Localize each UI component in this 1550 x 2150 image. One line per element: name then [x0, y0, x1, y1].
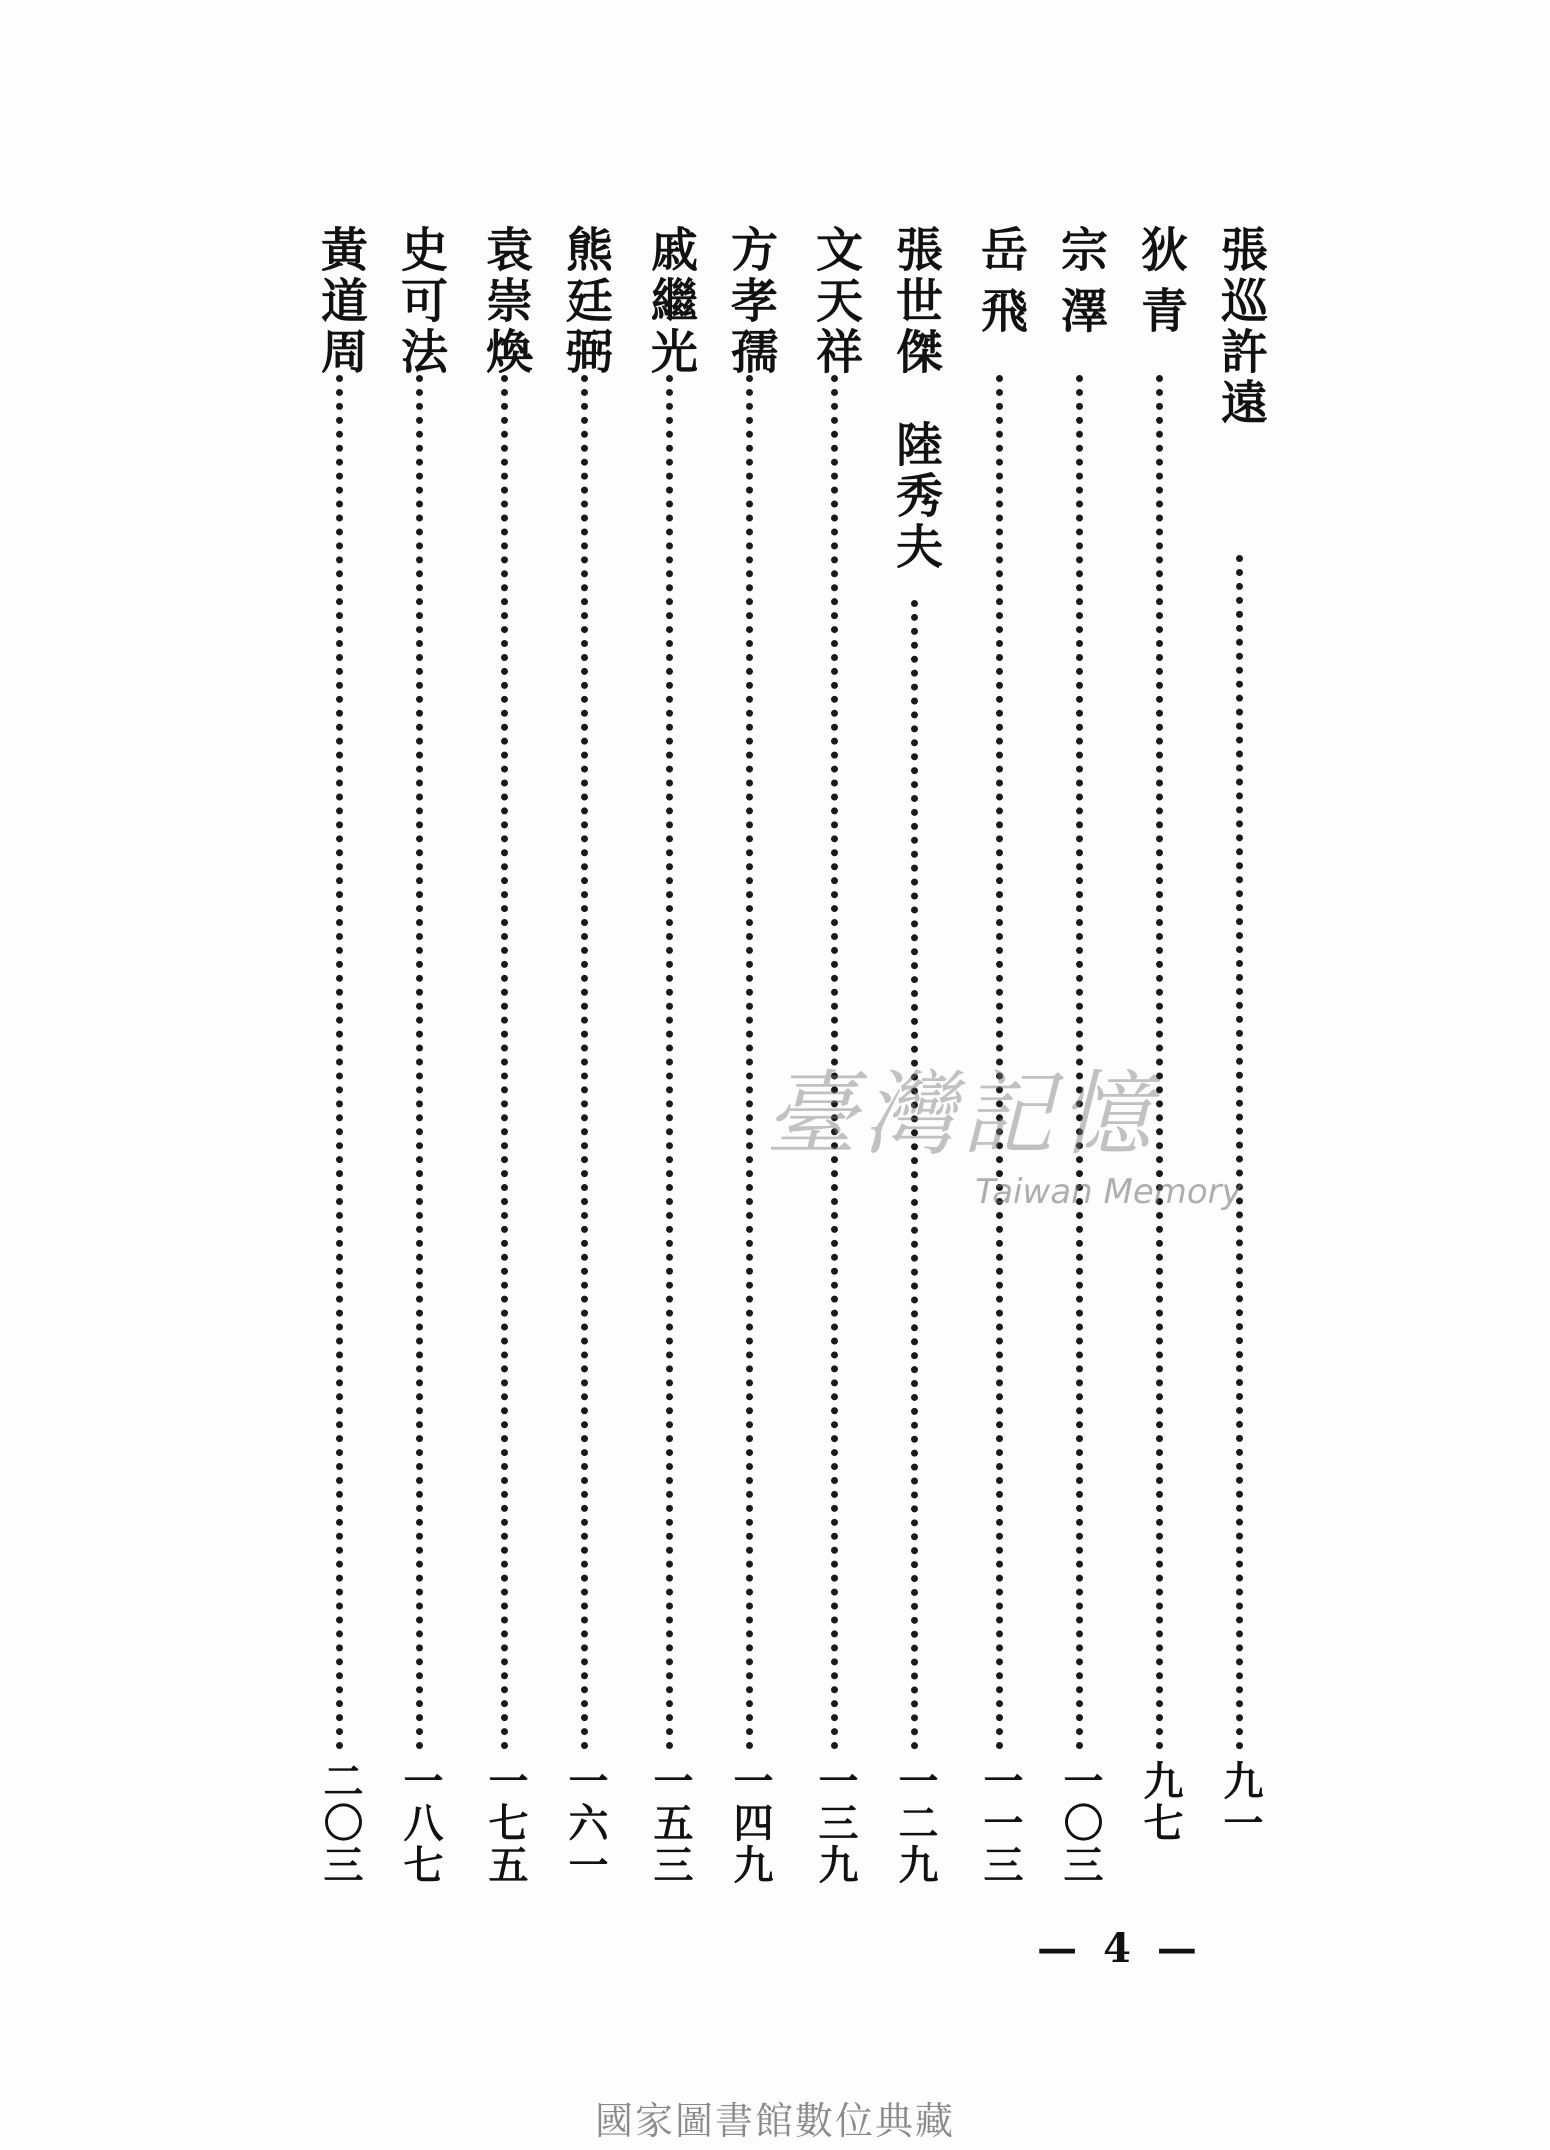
toc-entry-name: 方孝孺 — [723, 225, 778, 378]
toc-entry — [1210, 225, 1270, 1915]
toc-entry-page: 一五三 — [647, 1760, 694, 1886]
toc-entry-name: 岳飛 — [973, 225, 1028, 347]
toc-entry — [885, 225, 945, 1915]
toc-entry-subname: 陸秀夫 — [888, 420, 943, 573]
leader-dots — [501, 375, 516, 1750]
toc-entry-page: 一七五 — [482, 1760, 529, 1886]
leader-dots — [416, 375, 431, 1750]
toc-entry-page: 二〇三 — [317, 1760, 364, 1886]
toc-entry-page: 一三九 — [812, 1760, 859, 1886]
watermark-chinese: 臺灣記憶 — [765, 1061, 1158, 1168]
toc-entry-page: 九七 — [1137, 1760, 1184, 1844]
leader-dots — [666, 375, 681, 1750]
leader-dots — [1076, 375, 1091, 1750]
leader-dots — [1236, 555, 1251, 1750]
toc-entry-page: 一六一 — [562, 1760, 609, 1886]
toc-entry — [555, 225, 615, 1915]
leader-dots — [911, 600, 926, 1750]
toc-entry-name: 史可法 — [393, 225, 448, 378]
toc-entry-page: 九一 — [1217, 1760, 1264, 1844]
toc-entry-page: 一二九 — [892, 1760, 939, 1886]
toc-entry — [390, 225, 450, 1915]
toc-entry — [310, 225, 370, 1915]
footer-credit: 國家圖書館數位典藏 — [594, 2099, 955, 2143]
toc-entry — [805, 225, 865, 1915]
toc-entry-name: 黃道周 — [313, 225, 368, 378]
toc-entry — [1130, 225, 1190, 1915]
toc-entry-page: 一八七 — [397, 1760, 444, 1886]
toc-entry — [720, 225, 780, 1915]
leader-dots — [336, 375, 351, 1750]
toc-entry — [970, 225, 1030, 1915]
leader-dots — [1156, 375, 1171, 1750]
toc-entry — [475, 225, 535, 1915]
toc-entry-name: 文天祥 — [808, 225, 863, 378]
toc-entry-name: 熊廷弼 — [558, 225, 613, 378]
toc-entry-page: 一〇三 — [1057, 1760, 1104, 1886]
toc-entry-page: 一一三 — [977, 1760, 1024, 1886]
toc-entry-name: 宗澤 — [1053, 225, 1108, 347]
toc-entry — [640, 225, 700, 1915]
page-number: — 4 — — [1037, 1925, 1203, 1972]
toc-entry-name: 狄青 — [1133, 225, 1188, 347]
toc-entry — [1050, 225, 1110, 1915]
leader-dots — [831, 375, 846, 1750]
toc-entry-page: 一四九 — [727, 1760, 774, 1886]
leader-dots — [581, 375, 596, 1750]
leader-dots — [996, 375, 1011, 1750]
toc-entry-name: 戚繼光 — [643, 225, 698, 378]
toc-entry-name: 張巡許遠 — [1213, 225, 1268, 429]
watermark-english: Taiwan Memory — [975, 1172, 1242, 1212]
toc-entry-name: 張世傑 — [888, 225, 943, 378]
toc-entry-name: 袁崇煥 — [478, 225, 533, 378]
leader-dots — [746, 375, 761, 1750]
